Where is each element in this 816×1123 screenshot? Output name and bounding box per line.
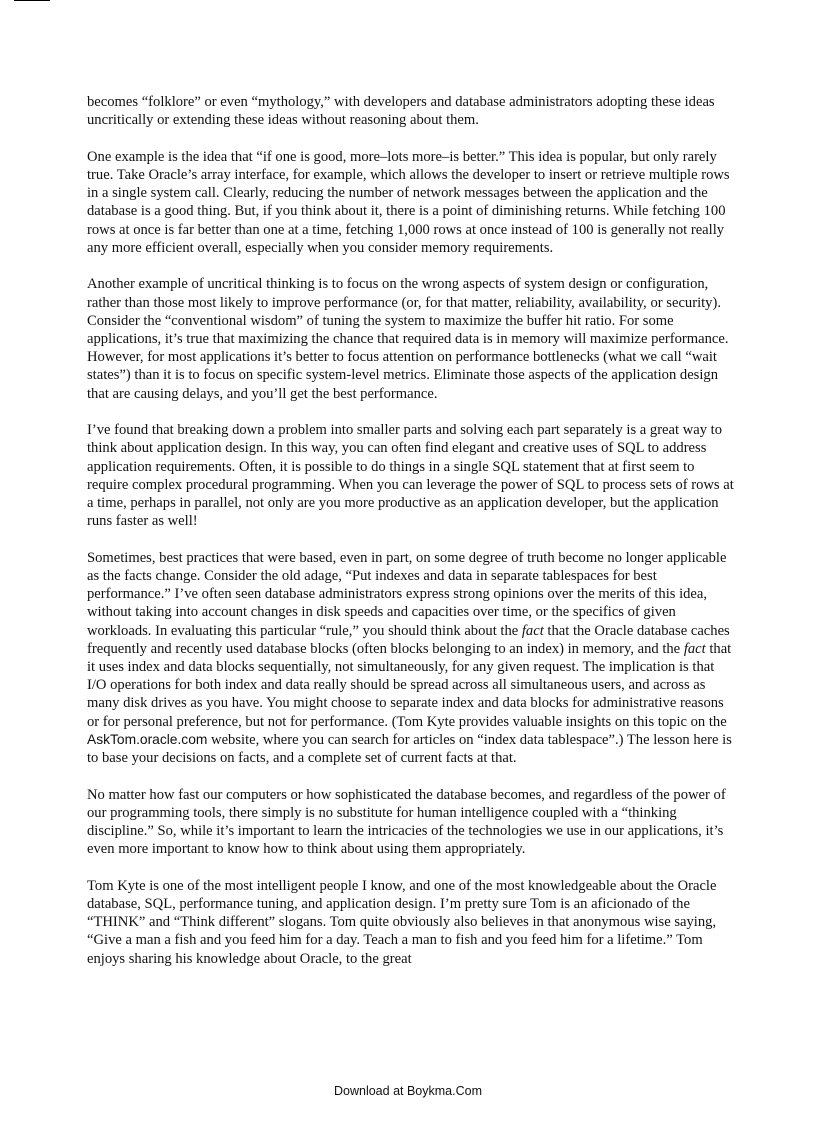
paragraph-5-text: that it uses index and data blocks sequentially, not simultaneously, for any given request. The implication is that I/O operations for both index and data really should be spread across all simultaneous users, and across as many disk drives as you have. You might choose to separate index and data blocks for administrative reasons or for personal preference, but not for performance. (Tom Kyte provides valuable insights on this topic on the xyxy=(87,640,732,730)
asktom-link[interactable]: AskTom.oracle.com xyxy=(87,731,208,747)
paragraph-5-text: website, where you can search for articles on “index data tablespace”.) The lesson here is to base your decisions on facts, and a complete set of current facts at that. xyxy=(87,731,732,767)
download-footer: Download at Boykma.Com xyxy=(334,1084,482,1098)
paragraph-3: Another example of uncritical thinking is to focus on the wrong aspects of system design or configuration, rather than those most likely to improve performance (or, for that matter, reliability, availability, or security). Consider the “conventional wisdom” of tuning the system to maximize the buffer hit ratio. For some applications, it’s true that maximizing the chance that required data is in memory will maximize performance. However, for most applications it’s better to focus attention on performance bottlenecks (what we call “wait states”) than it is to focus on specific system-level metrics. Eliminate those aspects of the application design that are causing delays, and you’ll get the best performance. xyxy=(87,276,729,402)
paragraph-7: Tom Kyte is one of the most intelligent people I know, and one of the most knowledgeable about the Oracle database, SQL, performance tuning, and application design. I’m pretty sure Tom is an aficionado of the “THINK” and “Think different” slogans. Tom quite obviously also believes in that anonymous wise saying, “Give a man a fish and you feed him for a day. Teach a man to fish and you feed him for a lifetime.” Tom enjoys sharing his knowledge about Oracle, to the great xyxy=(87,877,717,967)
emphasis-fact: fact xyxy=(683,640,706,657)
paragraph-5 xyxy=(87,549,735,767)
paragraph-4: I’ve found that breaking down a problem into smaller parts and solving each part separately is a great way to think about application design. In this way, you can often find elegant and creative uses of SQL to address application requirements. Often, it is possible to do things in a single SQL statement that at first seem to require complex procedural programming. When you can leverage the power of SQL to process sets of rows at a time, perhaps in parallel, not only are you more productive as an application developer, but the application runs faster as well! xyxy=(87,422,734,530)
page-body xyxy=(87,93,735,986)
paragraph-5-text: that the Oracle database caches frequently and recently used database blocks (often blocks belonging to an index) in memory, and the xyxy=(87,622,730,657)
top-rule xyxy=(14,0,50,1)
paragraph-5-text: Sometimes, best practices that were based, even in part, on some degree of truth become no longer applicable as the facts change. Consider the old adage, “Put indexes and data in separate tablespaces for best performance.” I’ve often seen database administrators express strong opinions over the merits of this idea, without taking into account changes in disk speeds and capacities over time, or the specifics of given workloads. In evaluating this particular “rule,” you should think about the xyxy=(87,549,727,639)
emphasis-fact: fact xyxy=(521,622,544,639)
paragraph-1: becomes “folklore” or even “mythology,” with developers and database administrators adopting these ideas uncritically or extending these ideas without reasoning about them. xyxy=(87,94,715,129)
paragraph-2: One example is the idea that “if one is good, more–lots more–is better.” This idea is popular, but only rarely true. Take Oracle’s array interface, for example, which allows the developer to insert or retrieve multiple rows in a single system call. Clearly, reducing the number of network messages between the application and the database is a good thing. But, if you think about it, there is a point of diminishing returns. While fetching 100 rows at once is far better than one at a time, fetching 1,000 rows at once instead of 100 is generally not really any more efficient overall, especially when you consider memory requirements. xyxy=(87,148,730,256)
paragraph-6: No matter how fast our computers or how sophisticated the database becomes, and regardless of the power of our programming tools, there simply is no substitute for human intelligence coupled with a “thinking discipline.” So, while it’s important to learn the intricacies of the technologies we use in our applications, it’s even more important to know how to think about using them appropriately. xyxy=(87,786,726,858)
